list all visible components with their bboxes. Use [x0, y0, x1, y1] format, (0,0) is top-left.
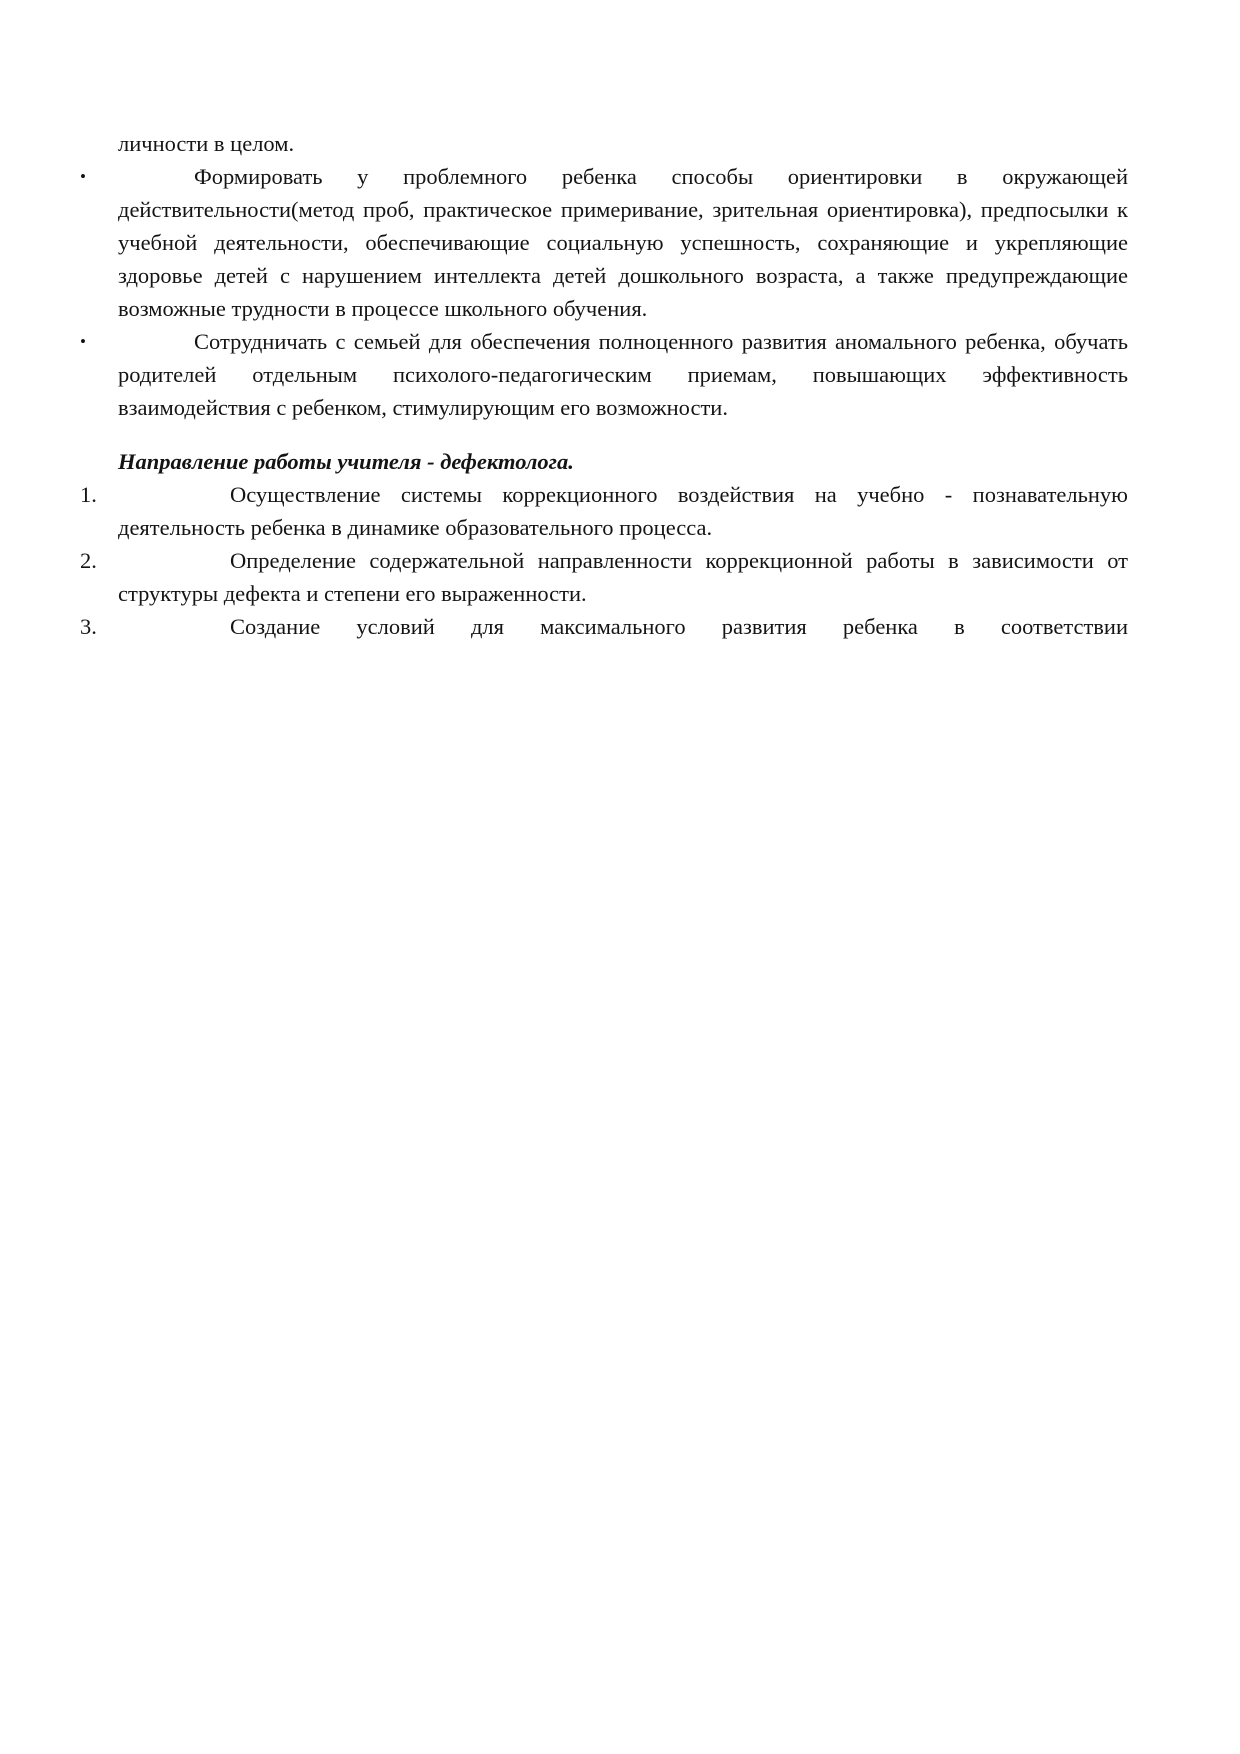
bullet-text: Формировать у проблемного ребенка способы ориентировки в окружающей действительности(метод проб, практическое примеривание, зрительная ориентировка), предпосылки к учебной деятельности, обеспечивающие социальную успешность, сохраняющие и укрепляющие здоровье детей с нарушением интеллекта детей дошкольного возраста, а также предупреждающие возможные трудности в процессе школьного обучения. — [118, 164, 1128, 321]
numbered-item — [80, 478, 1128, 544]
numbered-text: Осуществление системы коррекционного воздействия на учебно - познавательную деятельность ребенка в динамике образовательного процесса. — [118, 482, 1128, 540]
number-marker: 2. — [80, 548, 97, 573]
continuation-paragraph: личности в целом. — [118, 131, 295, 156]
bullet-marker: • — [80, 167, 86, 186]
bullet-marker: • — [80, 332, 86, 351]
bullet-item — [80, 160, 1128, 325]
number-marker: 1. — [80, 482, 97, 507]
numbered-item — [80, 544, 1128, 610]
page-content — [80, 127, 1128, 643]
numbered-text: Создание условий для максимального развития ребенка в соответствии — [230, 614, 1128, 639]
bullet-item — [80, 325, 1128, 424]
bullet-list — [80, 160, 1128, 424]
section-heading: Направление работы учителя - дефектолога. — [118, 449, 574, 474]
number-marker: 3. — [80, 614, 97, 639]
numbered-item — [80, 610, 1128, 643]
bullet-text: Сотрудничать с семьей для обеспечения полноценного развития аномального ребенка, обучать родителей отдельным психолого-педагогическим приемам, повышающих эффективность взаимодействия с ребенком, стимулирующим его возможности. — [118, 329, 1128, 420]
numbered-text: Определение содержательной направленности коррекционной работы в зависимости от структуры дефекта и степени его выраженности. — [118, 548, 1128, 606]
numbered-list — [80, 478, 1128, 643]
